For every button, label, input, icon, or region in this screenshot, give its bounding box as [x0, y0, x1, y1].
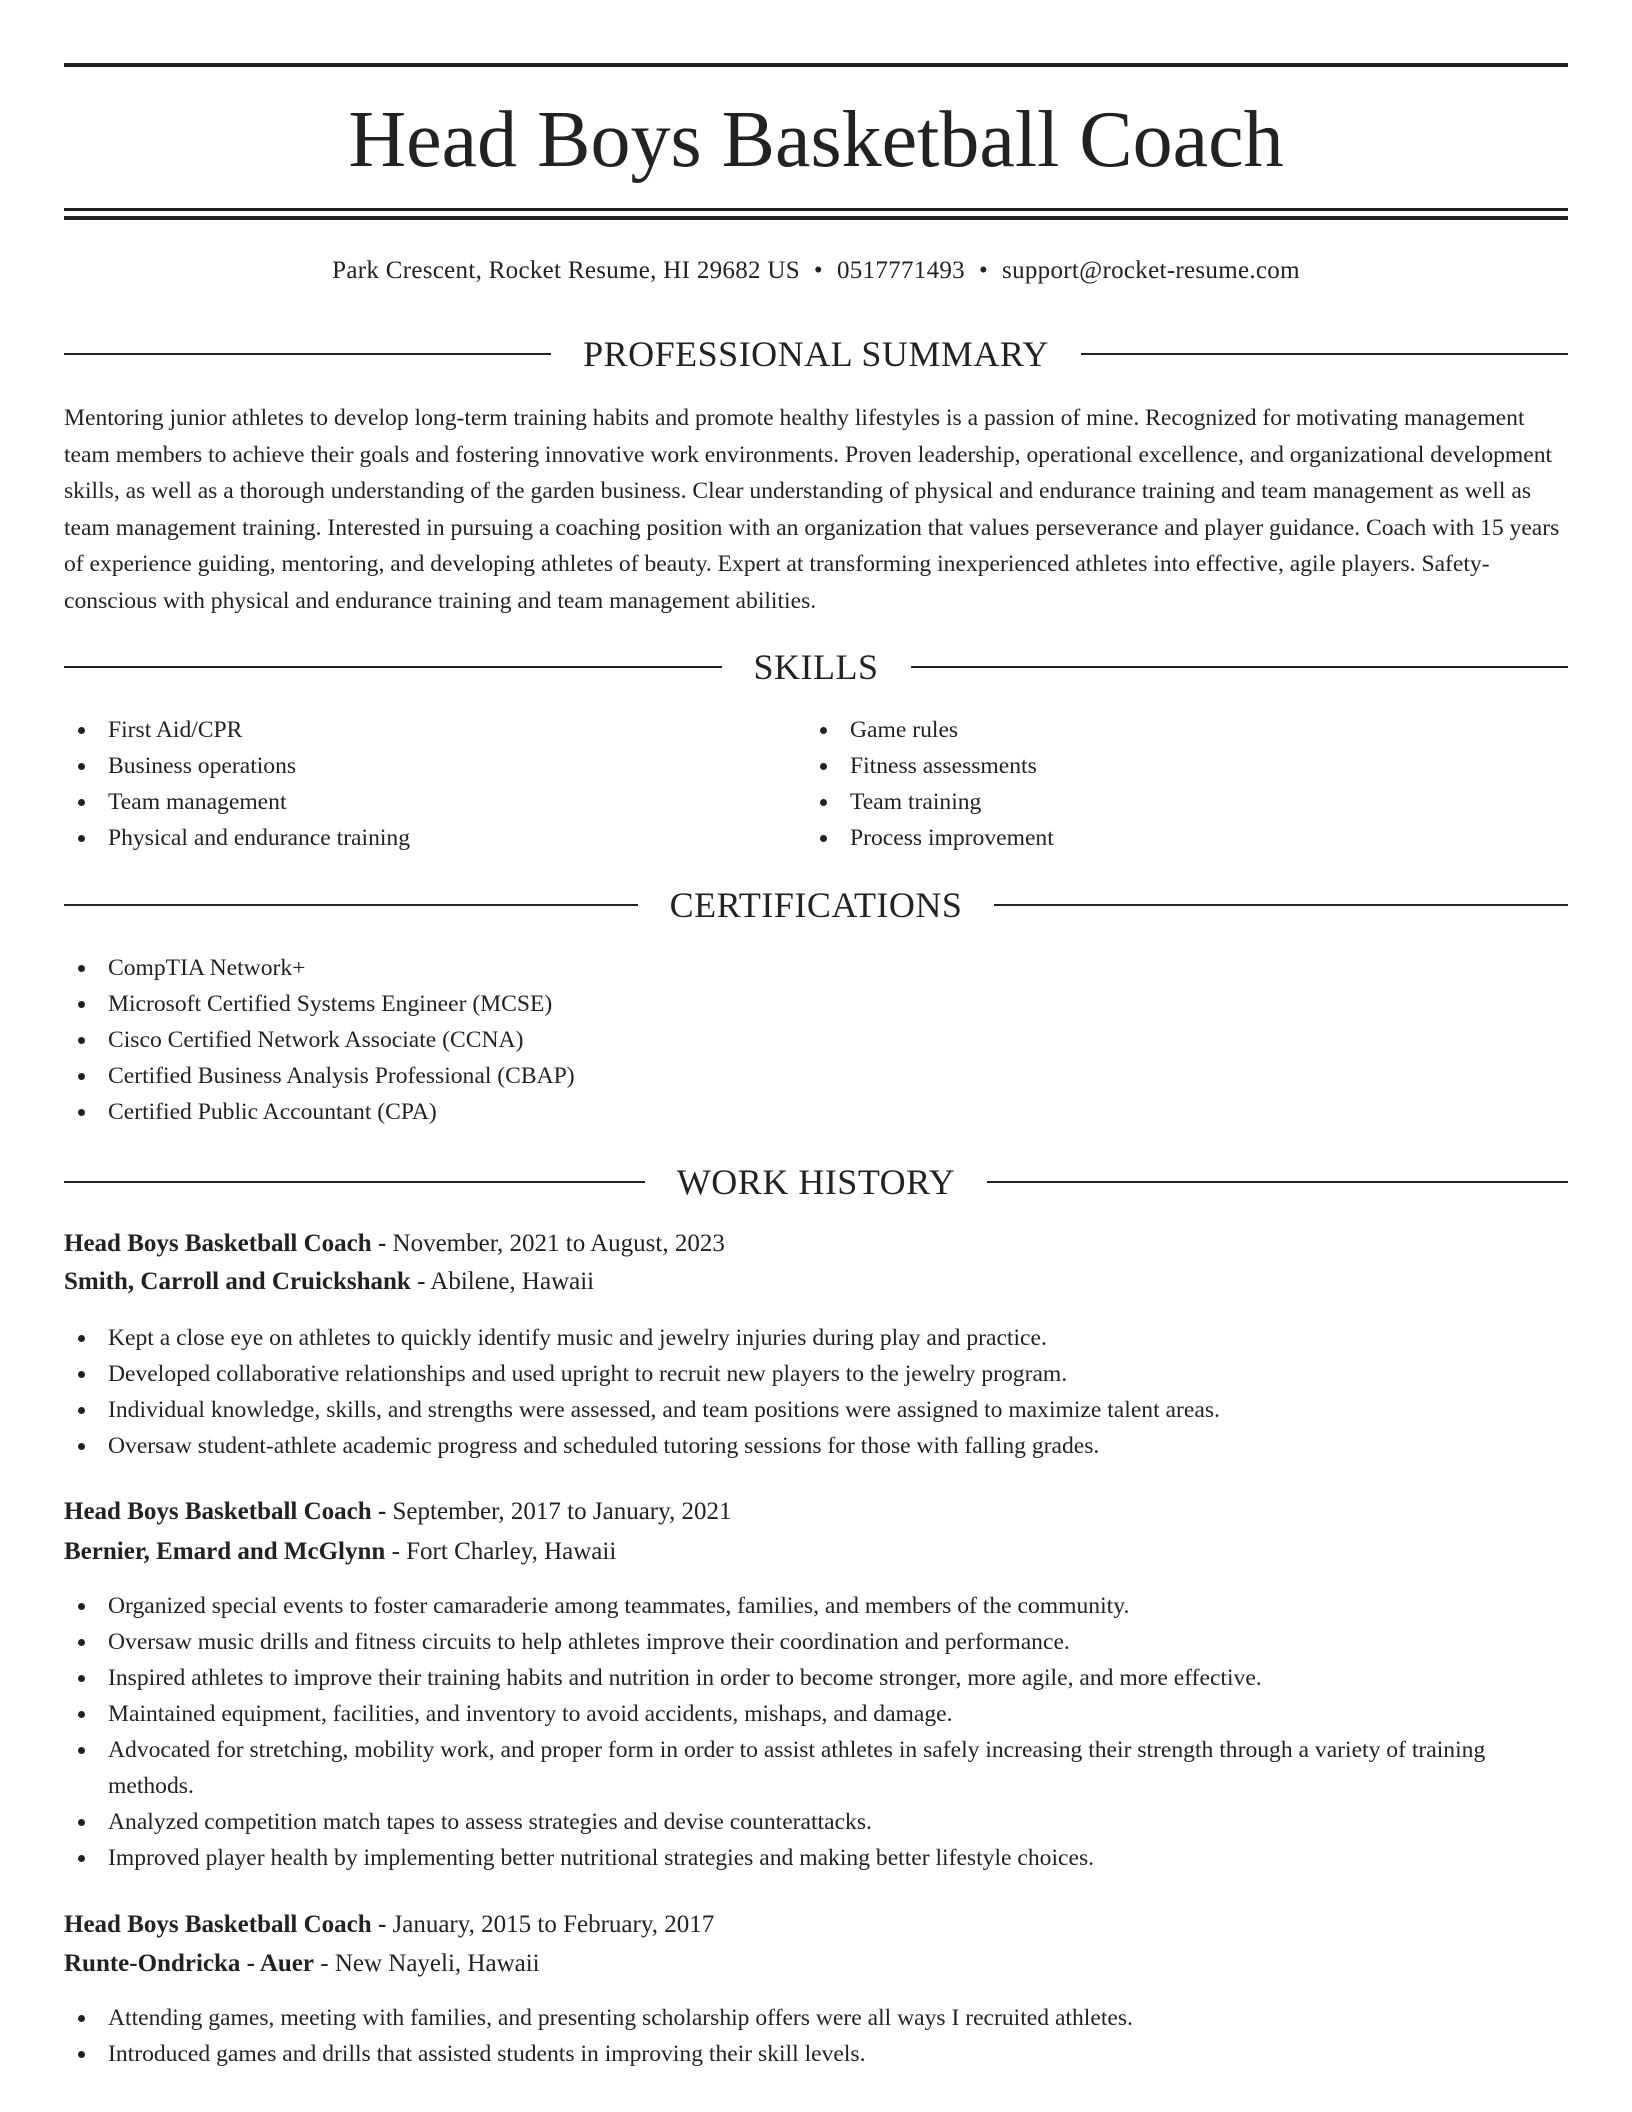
certifications-heading: [64, 883, 1568, 927]
contact-address: Park Crescent, Rocket Resume, HI 29682 US: [332, 257, 800, 284]
job-title: Head Boys Basketball Coach: [64, 1911, 372, 1938]
job-bullet: Analyzed competition match tapes to assess strategies and devise counterattacks.: [64, 1804, 1568, 1840]
job-location: Abilene, Hawaii: [430, 1268, 595, 1295]
certification-item: CompTIA Network+: [64, 950, 1568, 986]
job-bullet: Organized special events to foster camaraderie among teammates, families, and members of the community.: [64, 1588, 1568, 1624]
skill-item: Fitness assessments: [806, 748, 1526, 784]
certifications-heading-label: CERTIFICATIONS: [669, 885, 963, 925]
summary-heading-label: PROFESSIONAL SUMMARY: [583, 334, 1049, 374]
job-title-line: Head Boys Basketball Coach - January, 2015 to February, 2017: [64, 1911, 715, 1938]
job-dates: September, 2017 to January, 2021: [392, 1498, 732, 1525]
job-company: Bernier, Emard and McGlynn: [64, 1538, 386, 1565]
job-company-line: Bernier, Emard and McGlynn - Fort Charley, Hawaii: [64, 1538, 617, 1565]
divider-line: [1081, 353, 1568, 355]
skill-item: Team training: [806, 784, 1526, 820]
job-title: Head Boys Basketball Coach: [64, 1498, 372, 1525]
contact-line: [64, 254, 1568, 288]
skill-item: Business operations: [64, 748, 784, 784]
job-company-line: Runte-Ondricka - Auer - New Nayeli, Hawaii: [64, 1950, 540, 1977]
job-bullet: Kept a close eye on athletes to quickly identify music and jewelry injuries during play and practice.: [64, 1320, 1568, 1356]
divider-line: [994, 904, 1568, 906]
job-company: Runte-Ondricka - Auer: [64, 1950, 314, 1977]
skill-item: Team management: [64, 784, 784, 820]
skills-heading: [64, 645, 1568, 689]
job-bullet: Oversaw music drills and fitness circuits to help athletes improve their coordination and performance.: [64, 1624, 1568, 1660]
job-bullet: Maintained equipment, facilities, and inventory to avoid accidents, mishaps, and damage.: [64, 1696, 1568, 1732]
job-bullet: Advocated for stretching, mobility work, and proper form in order to assist athletes in safely increasing their strength through a variety of training methods.: [64, 1732, 1568, 1804]
divider-line: [987, 1181, 1568, 1183]
job-bullet: Improved player health by implementing better nutritional strategies and making better lifestyle choices.: [64, 1840, 1568, 1876]
contact-phone: 0517771493: [836, 257, 965, 284]
contact-separator: •: [813, 257, 823, 284]
job-title-line: Head Boys Basketball Coach - November, 2021 to August, 2023: [64, 1230, 725, 1257]
skill-item: Process improvement: [806, 820, 1526, 856]
skill-item: Physical and endurance training: [64, 820, 784, 856]
header-bottom-rule: [64, 208, 1568, 211]
skills-list-left: [64, 712, 784, 856]
skills-list-right: [806, 712, 1526, 856]
skills-heading-label: SKILLS: [753, 647, 879, 687]
skill-item: Game rules: [806, 712, 1526, 748]
summary-text: Mentoring junior athletes to develop long-term training habits and promote healthy lifestyles is a passion of mine. Recognized for motivating management team members to achieve their goals and fostering innovative work environments. Proven leadership, operational excellence, and organizational development skills, as well as a thorough understanding of the garden business. Clear understanding of physical and endurance training and team management as well as team management training. Interested in pursuing a coaching position with an organization that values perseverance and player guidance. Coach with 15 years of experience guiding, mentoring, and developing athletes of beauty. Expert at transforming inexperienced athletes into effective, agile players. Safety-conscious with physical and endurance training and team management abilities.: [64, 405, 1560, 614]
certification-item: Microsoft Certified Systems Engineer (MCSE): [64, 986, 1568, 1022]
job-company-line: Smith, Carroll and Cruickshank - Abilene, Hawaii: [64, 1268, 595, 1295]
job-bullet-list: [64, 2000, 1568, 2072]
resume-title: Head Boys Basketball Coach: [348, 96, 1284, 184]
certifications-list: [64, 950, 1568, 1130]
job-dates: November, 2021 to August, 2023: [392, 1230, 725, 1257]
summary-heading: [64, 332, 1568, 376]
work-history-heading-label: WORK HISTORY: [676, 1162, 956, 1202]
job-bullet: Introduced games and drills that assisted students in improving their skill levels.: [64, 2036, 1568, 2072]
job-company: Smith, Carroll and Cruickshank: [64, 1268, 411, 1295]
job-location: New Nayeli, Hawaii: [334, 1950, 540, 1977]
job-dates: January, 2015 to February, 2017: [392, 1911, 715, 1938]
skill-item: First Aid/CPR: [64, 712, 784, 748]
header-bottom-rule-2: [64, 216, 1568, 220]
contact-separator: •: [978, 257, 989, 284]
divider-line: [64, 353, 551, 355]
header-top-rule: [64, 63, 1568, 67]
job-title: Head Boys Basketball Coach: [64, 1230, 372, 1257]
certification-item: Certified Public Accountant (CPA): [64, 1094, 1568, 1130]
work-history-heading: [64, 1160, 1568, 1204]
divider-line: [64, 904, 638, 906]
job-bullet: Individual knowledge, skills, and strengths were assessed, and team positions were assigned to maximize talent areas.: [64, 1392, 1568, 1428]
job-bullet: Developed collaborative relationships and used upright to recruit new players to the jewelry program.: [64, 1356, 1568, 1392]
divider-line: [911, 666, 1569, 668]
job-location: Fort Charley, Hawaii: [406, 1538, 617, 1565]
job-bullet: Inspired athletes to improve their training habits and nutrition in order to become stronger, more agile, and more effective.: [64, 1660, 1568, 1696]
divider-line: [64, 1181, 645, 1183]
certification-item: Cisco Certified Network Associate (CCNA): [64, 1022, 1568, 1058]
job-bullet: Attending games, meeting with families, and presenting scholarship offers were all ways I recruited athletes.: [64, 2000, 1568, 2036]
divider-line: [64, 666, 722, 668]
job-bullet-list: [64, 1320, 1568, 1464]
job-bullet-list: [64, 1588, 1568, 1876]
certification-item: Certified Business Analysis Professional (CBAP): [64, 1058, 1568, 1094]
job-title-line: Head Boys Basketball Coach - September, 2017 to January, 2021: [64, 1498, 732, 1525]
job-bullet: Oversaw student-athlete academic progress and scheduled tutoring sessions for those with falling grades.: [64, 1428, 1568, 1464]
contact-email: support@rocket-resume.com: [1002, 257, 1300, 284]
